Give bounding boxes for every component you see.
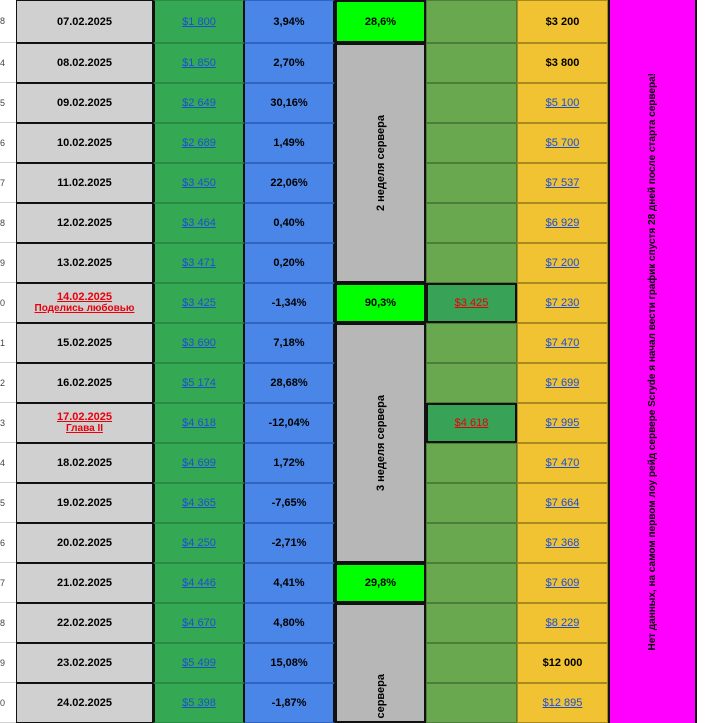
row-number-label: 5: [0, 497, 6, 508]
row-number: [0, 443, 16, 483]
date-cell[interactable]: [16, 483, 153, 523]
history-cell[interactable]: [426, 0, 517, 43]
date-label: 21.02.2025: [56, 577, 113, 589]
target-price-link[interactable]: $5 100: [545, 97, 580, 109]
row-number: [0, 203, 16, 243]
history-cell[interactable]: [426, 403, 517, 443]
price-cell[interactable]: [153, 43, 245, 83]
price-cell[interactable]: [153, 323, 245, 363]
date-label: 08.02.2025: [56, 57, 113, 69]
change-percent-value: 4,41%: [273, 577, 305, 589]
change-percent-value: 0,40%: [273, 217, 305, 229]
date-cell[interactable]: [16, 0, 153, 43]
date-cell[interactable]: [16, 203, 153, 243]
row-number-label: 5: [0, 97, 6, 108]
target-price-value: $3 800: [545, 57, 580, 69]
server-week-label: 3 неделя сервера: [374, 394, 387, 492]
price-cell[interactable]: [153, 83, 245, 123]
date-label: 14.02.2025: [56, 291, 113, 303]
price-cell[interactable]: [153, 0, 245, 43]
change-percent-value: -12,04%: [268, 417, 310, 429]
row-number-label: 6: [0, 137, 6, 148]
row-number: [0, 123, 16, 163]
server-week-label: сервера: [374, 674, 387, 719]
date-cell[interactable]: [16, 123, 153, 163]
row-number: [0, 603, 16, 643]
target-price-cell[interactable]: [517, 283, 608, 323]
change-percent-value: 22,06%: [270, 177, 308, 189]
target-price-cell[interactable]: [517, 243, 608, 283]
target-price-link[interactable]: $7 537: [545, 177, 580, 189]
row-number: [0, 243, 16, 283]
target-price-link[interactable]: $7 664: [545, 497, 580, 509]
change-percent-cell[interactable]: [245, 483, 335, 523]
price-cell[interactable]: [153, 603, 245, 643]
target-price-link[interactable]: $7 470: [545, 457, 580, 469]
row-number-label: 0: [0, 297, 6, 308]
history-cell[interactable]: [426, 523, 517, 563]
price-cell[interactable]: [153, 123, 245, 163]
date-cell[interactable]: [16, 443, 153, 483]
row-number-label: 9: [0, 257, 6, 268]
change-percent-cell[interactable]: [245, 363, 335, 403]
target-price-link[interactable]: $12 895: [542, 697, 583, 709]
history-cell[interactable]: [426, 203, 517, 243]
change-percent-value: 3,94%: [273, 15, 305, 28]
history-cell[interactable]: [426, 43, 517, 83]
row-number-label: 7: [0, 177, 6, 188]
date-label: 20.02.2025: [56, 537, 113, 549]
row-number: [0, 483, 16, 523]
price-cell[interactable]: [153, 283, 245, 323]
change-percent-cell[interactable]: [245, 123, 335, 163]
target-price-link[interactable]: $8 229: [545, 617, 580, 629]
target-price-cell[interactable]: [517, 683, 608, 723]
price-cell[interactable]: [153, 483, 245, 523]
history-cell[interactable]: [426, 443, 517, 483]
row-number: [0, 0, 16, 43]
row-number-label: 8: [0, 217, 6, 228]
row-number-label: 7: [0, 577, 6, 588]
week-growth-value: 29,8%: [364, 577, 397, 589]
change-percent-cell[interactable]: [245, 203, 335, 243]
row-number-label: 1: [0, 337, 6, 348]
history-cell[interactable]: [426, 283, 517, 323]
change-percent-cell[interactable]: [245, 283, 335, 323]
week-growth-cell[interactable]: [335, 283, 426, 323]
date-label: 23.02.2025: [56, 657, 113, 669]
date-cell[interactable]: [16, 83, 153, 123]
price-link[interactable]: $4 670: [182, 617, 216, 629]
row-number-label: 4: [0, 457, 6, 468]
date-label: 18.02.2025: [56, 457, 113, 469]
history-price-link[interactable]: $4 618: [454, 417, 489, 429]
target-price-cell[interactable]: [517, 443, 608, 483]
week-growth-cell[interactable]: [335, 563, 426, 603]
change-percent-cell[interactable]: [245, 243, 335, 283]
row-number: [0, 643, 16, 683]
target-price-cell[interactable]: [517, 603, 608, 643]
date-cell[interactable]: [16, 283, 153, 323]
date-event-label: Поделись любовью: [34, 303, 135, 314]
price-cell[interactable]: [153, 443, 245, 483]
change-percent-cell[interactable]: [245, 523, 335, 563]
price-link[interactable]: $4 250: [182, 537, 216, 549]
change-percent-cell[interactable]: [245, 403, 335, 443]
change-percent-value: 28,68%: [270, 377, 308, 389]
change-percent-value: 15,08%: [270, 657, 308, 669]
price-link[interactable]: $1 850: [182, 57, 216, 69]
change-percent-value: 1,72%: [273, 457, 305, 469]
history-cell[interactable]: [426, 563, 517, 603]
change-percent-value: -7,65%: [271, 497, 307, 509]
change-percent-value: 0,20%: [273, 257, 305, 269]
row-number: [0, 523, 16, 563]
change-percent-cell[interactable]: [245, 83, 335, 123]
price-link[interactable]: $3 464: [182, 217, 216, 229]
history-cell[interactable]: [426, 483, 517, 523]
row-number: [0, 43, 16, 83]
price-link[interactable]: $3 425: [182, 297, 216, 309]
price-link[interactable]: $4 365: [182, 497, 216, 509]
target-price-cell[interactable]: [517, 403, 608, 443]
history-cell[interactable]: [426, 123, 517, 163]
price-cell[interactable]: [153, 163, 245, 203]
target-price-link[interactable]: $6 929: [545, 217, 580, 229]
side-note-text: Нет данных, на самом первом лоу рейд сервере Scryde я начал вести график спустя 28 дней после старта сервера!: [647, 72, 658, 651]
history-cell[interactable]: [426, 163, 517, 203]
date-label: 12.02.2025: [56, 217, 113, 229]
target-price-link[interactable]: $7 699: [545, 377, 580, 389]
target-price-link[interactable]: $7 995: [545, 417, 580, 429]
date-label: 24.02.2025: [56, 697, 113, 709]
target-price-cell[interactable]: [517, 0, 608, 43]
date-label: 16.02.2025: [56, 377, 113, 389]
change-percent-value: 2,70%: [273, 57, 305, 69]
row-number-label: 6: [0, 537, 6, 548]
date-event-label: Глава II: [66, 423, 103, 434]
date-label: 09.02.2025: [56, 97, 113, 109]
change-percent-value: 7,18%: [273, 337, 305, 349]
week-growth-value: 90,3%: [364, 297, 397, 309]
target-price-cell[interactable]: [517, 643, 608, 683]
row-number-label: 0: [0, 697, 6, 708]
row-number: [0, 283, 16, 323]
target-price-link[interactable]: $7 470: [545, 337, 580, 349]
row-number-label: 9: [0, 657, 6, 668]
history-cell[interactable]: [426, 363, 517, 403]
date-cell[interactable]: [16, 683, 153, 723]
date-cell[interactable]: [16, 563, 153, 603]
row-number: [0, 323, 16, 363]
change-percent-cell[interactable]: [245, 563, 335, 603]
row-number: [0, 563, 16, 603]
target-price-cell[interactable]: [517, 563, 608, 603]
change-percent-value: 30,16%: [270, 97, 308, 109]
row-number-label: 8: [0, 617, 6, 628]
change-percent-cell[interactable]: [245, 43, 335, 83]
row-number-label: 8: [0, 16, 6, 26]
date-label: 11.02.2025: [57, 177, 112, 189]
date-label: 07.02.2025: [56, 15, 113, 28]
target-price-cell[interactable]: [517, 43, 608, 83]
date-cell[interactable]: [16, 603, 153, 643]
history-price-link[interactable]: $3 425: [454, 297, 489, 309]
server-week-label: 2 неделя сервера: [374, 114, 387, 212]
target-price-link[interactable]: $7 200: [545, 257, 580, 269]
change-percent-value: -1,87%: [271, 697, 307, 709]
date-cell[interactable]: [16, 323, 153, 363]
price-cell[interactable]: [153, 683, 245, 723]
target-price-value: $12 000: [542, 657, 583, 669]
target-price-link[interactable]: $7 609: [545, 577, 580, 589]
server-week-cell[interactable]: [335, 323, 426, 563]
history-cell[interactable]: [426, 243, 517, 283]
row-number-label: 2: [0, 377, 6, 388]
price-link[interactable]: $2 689: [182, 137, 216, 149]
date-cell[interactable]: [16, 403, 153, 443]
price-link[interactable]: $4 618: [182, 417, 216, 429]
price-link[interactable]: $3 690: [182, 337, 216, 349]
target-price-cell[interactable]: [517, 203, 608, 243]
change-percent-cell[interactable]: [245, 683, 335, 723]
server-week-cell[interactable]: [335, 603, 426, 723]
price-link[interactable]: $3 471: [182, 257, 216, 269]
price-cell[interactable]: [153, 403, 245, 443]
date-cell[interactable]: [16, 523, 153, 563]
target-price-cell[interactable]: [517, 123, 608, 163]
change-percent-cell[interactable]: [245, 443, 335, 483]
date-label: 10.02.2025: [56, 137, 113, 149]
history-cell[interactable]: [426, 323, 517, 363]
sheet-edge: [697, 0, 705, 723]
price-link[interactable]: $3 450: [182, 177, 216, 189]
date-label: 13.02.2025: [56, 257, 113, 269]
target-price-link[interactable]: $7 368: [545, 537, 580, 549]
row-number-label: 4: [0, 57, 6, 68]
change-percent-value: -2,71%: [271, 537, 307, 549]
target-price-cell[interactable]: [517, 483, 608, 523]
date-label: 19.02.2025: [56, 497, 113, 509]
date-label: 17.02.2025: [56, 411, 113, 423]
price-link[interactable]: $2 649: [182, 97, 216, 109]
change-percent-cell[interactable]: [245, 643, 335, 683]
price-link[interactable]: $5 174: [182, 377, 216, 389]
price-cell[interactable]: [153, 563, 245, 603]
price-cell[interactable]: [153, 523, 245, 563]
target-price-cell[interactable]: [517, 323, 608, 363]
price-link[interactable]: $5 499: [182, 657, 216, 669]
change-percent-cell[interactable]: [245, 163, 335, 203]
row-number-label: 3: [0, 417, 6, 428]
price-cell[interactable]: [153, 363, 245, 403]
price-cell[interactable]: [153, 643, 245, 683]
date-label: 22.02.2025: [56, 617, 113, 629]
row-number: [0, 683, 16, 723]
change-percent-value: 4,80%: [273, 617, 305, 629]
change-percent-cell[interactable]: [245, 323, 335, 363]
row-number: [0, 83, 16, 123]
date-cell[interactable]: [16, 363, 153, 403]
target-price-link[interactable]: $7 230: [545, 297, 580, 309]
date-label: 15.02.2025: [56, 337, 113, 349]
price-link[interactable]: $5 398: [182, 697, 216, 709]
side-note-cell[interactable]: [608, 0, 697, 723]
change-percent-cell[interactable]: [245, 603, 335, 643]
target-price-link[interactable]: $5 700: [545, 137, 580, 149]
date-cell[interactable]: [16, 163, 153, 203]
target-price-cell[interactable]: [517, 83, 608, 123]
history-cell[interactable]: [426, 603, 517, 643]
history-cell[interactable]: [426, 683, 517, 723]
target-price-cell[interactable]: [517, 163, 608, 203]
week-growth-cell[interactable]: [335, 0, 426, 43]
target-price-cell[interactable]: [517, 523, 608, 563]
history-cell[interactable]: [426, 83, 517, 123]
week-growth-value: 28,6%: [364, 15, 397, 28]
date-cell[interactable]: [16, 643, 153, 683]
price-link[interactable]: $4 699: [182, 457, 216, 469]
date-cell[interactable]: [16, 43, 153, 83]
target-price-cell[interactable]: [517, 363, 608, 403]
date-cell[interactable]: [16, 243, 153, 283]
history-cell[interactable]: [426, 643, 517, 683]
row-number: [0, 163, 16, 203]
change-percent-value: -1,34%: [271, 297, 307, 309]
price-cell[interactable]: [153, 203, 245, 243]
price-cell[interactable]: [153, 243, 245, 283]
row-number: [0, 403, 16, 443]
change-percent-value: 1,49%: [273, 137, 305, 149]
price-link[interactable]: $1 800: [182, 15, 216, 28]
target-price-value: $3 200: [545, 15, 580, 28]
row-number: [0, 363, 16, 403]
server-week-cell[interactable]: [335, 43, 426, 283]
price-link[interactable]: $4 446: [182, 577, 216, 589]
change-percent-cell[interactable]: [245, 0, 335, 43]
